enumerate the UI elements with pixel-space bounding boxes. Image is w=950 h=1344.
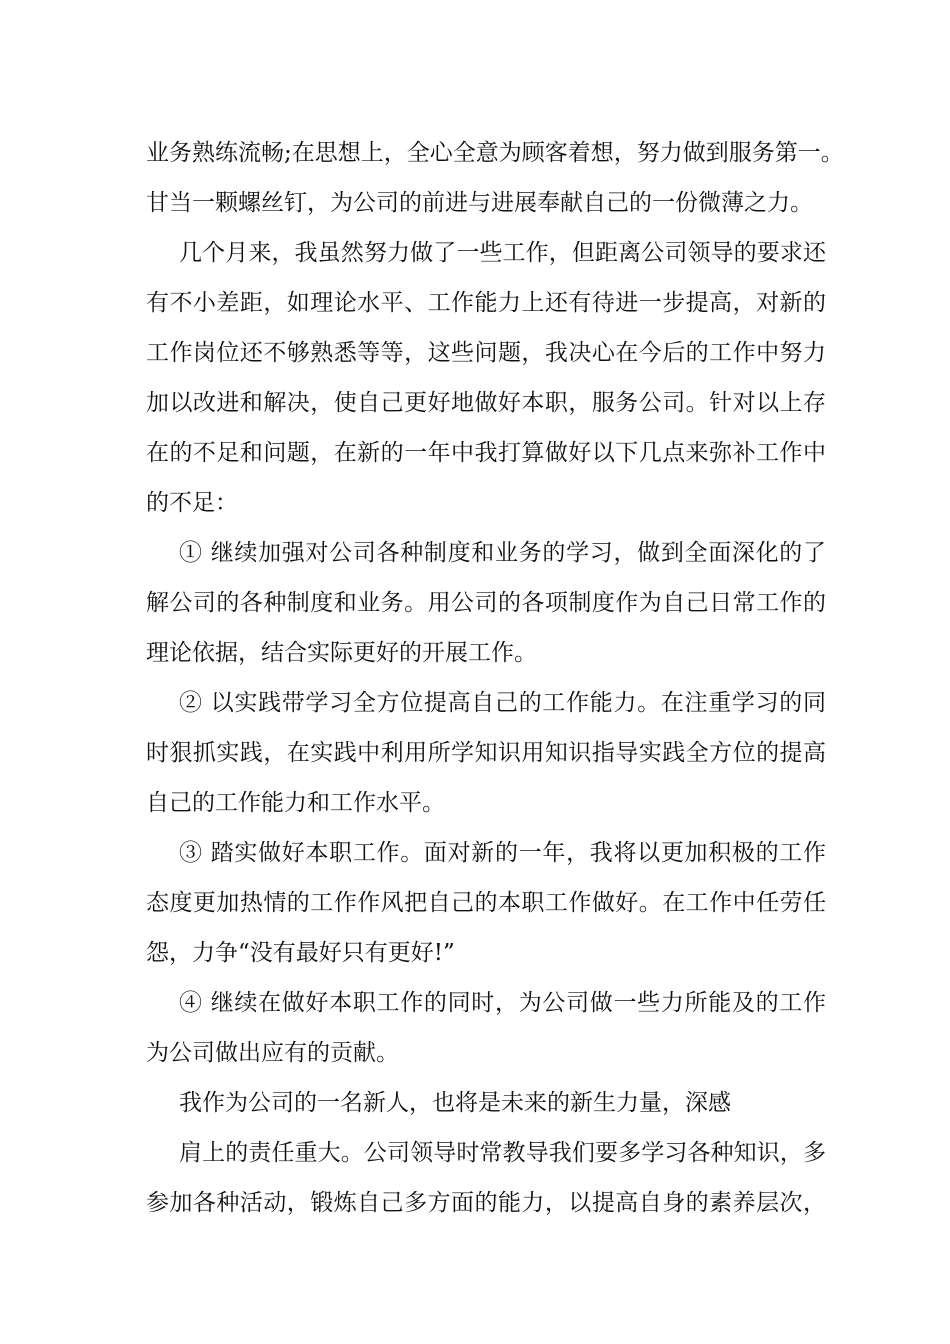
text-line: 参加各种活动，锻炼自己多方面的能力，以提高自身的素养层次， xyxy=(146,1190,826,1216)
text-line: 我作为公司的一名新人，也将是未来的新生力量，深感 xyxy=(179,1090,731,1116)
text-line: ① 继续加强对公司各种制度和业务的学习，做到全面深化的了 xyxy=(179,540,826,566)
text-line: 为公司做出应有的贡献。 xyxy=(146,1040,399,1066)
text-line: 在的不足和问题，在新的一年中我打算做好以下几点来弥补工作中 xyxy=(146,440,826,466)
text-line: 加以改进和解决，使自己更好地做好本职，服务公司。针对以上存 xyxy=(146,390,826,416)
text-line: 有不小差距，如理论水平、工作能力上还有待进一步提高，对新的 xyxy=(146,290,826,316)
text-line: 怨，力争“没有最好只有更好!” xyxy=(146,940,455,966)
text-line: 自己的工作能力和工作水平。 xyxy=(146,790,445,816)
text-line: 的不足： xyxy=(146,490,238,516)
text-line: 业务熟练流畅;在思想上，全心全意为顾客着想，努力做到服务第一。 xyxy=(146,140,844,166)
text-line: 态度更加热情的工作作风把自己的本职工作做好。在工作中任劳任 xyxy=(146,890,826,916)
text-line: ④ 继续在做好本职工作的同时，为公司做一些力所能及的工作 xyxy=(179,990,826,1016)
text-line: 甘当一颗螺丝钉，为公司的前进与进展奉献自己的一份微薄之力。 xyxy=(146,190,813,216)
body-text xyxy=(146,128,844,1228)
text-line: 解公司的各种制度和业务。用公司的各项制度作为自己日常工作的 xyxy=(146,590,826,616)
text-line: 工作岗位还不够熟悉等等，这些问题，我决心在今后的工作中努力 xyxy=(146,340,826,366)
text-line: ③ 踏实做好本职工作。面对新的一年，我将以更加积极的工作 xyxy=(179,840,826,866)
text-line: ② 以实践带学习全方位提高自己的工作能力。在注重学习的同 xyxy=(179,690,826,716)
text-line: 理论依据，结合实际更好的开展工作。 xyxy=(146,640,537,666)
text-line: 几个月来，我虽然努力做了一些工作，但距离公司领导的要求还 xyxy=(179,240,826,266)
text-line: 肩上的责任重大。公司领导时常教导我们要多学习各种知识，多 xyxy=(179,1140,826,1166)
text-line: 时狠抓实践，在实践中利用所学知识用知识指导实践全方位的提高 xyxy=(146,740,826,766)
